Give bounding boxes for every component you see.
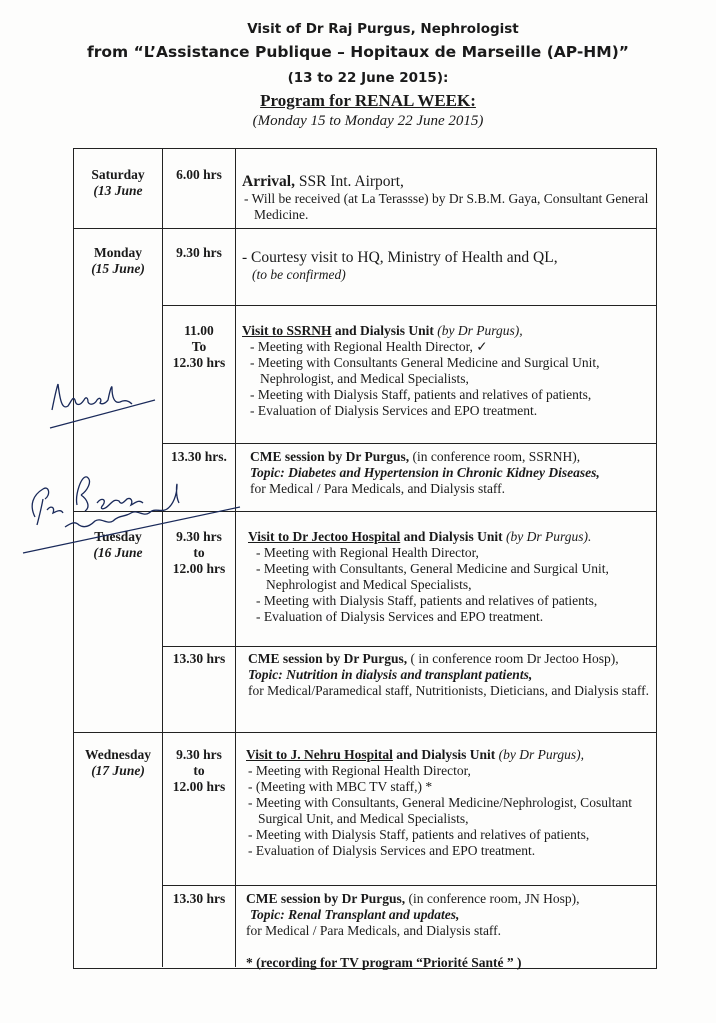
- time-cell: 6.00 hrs: [176, 167, 222, 182]
- time-to: to: [193, 763, 205, 778]
- activity-title-rest: (in conference room, SSRNH),: [409, 449, 581, 464]
- activity-title: CME session by Dr Purgus,: [250, 449, 410, 464]
- activity-audience: for Medical / Para Medicals, and Dialysis staff.: [246, 923, 502, 938]
- row-divider: [74, 732, 656, 733]
- activity-bullet: - Evaluation of Dialysis Services and EPO treatment.: [248, 843, 536, 858]
- time-cell: [163, 323, 235, 371]
- header-dates-line: (13 to 22 June 2015):: [287, 70, 449, 86]
- activity-bullet: - Evaluation of Dialysis Services and EPO treatment.: [256, 609, 544, 624]
- day-name: Tuesday: [94, 529, 142, 544]
- row-divider: [74, 228, 656, 229]
- activity-topic: Topic: Nutrition in dialysis and transplant patients,: [248, 667, 533, 682]
- activity-bullet: - Meeting with Consultants, General Medicine and Surgical Unit, Nephrologist and Medical Specialists,: [256, 561, 609, 592]
- time-end: 12.00 hrs: [172, 561, 226, 576]
- time-cell: [163, 529, 235, 577]
- header-institution-line: from “L’Assistance Publique – Hopitaux de Marseille (AP-HM)”: [87, 43, 629, 61]
- activity-topic: Topic: Renal Transplant and updates,: [250, 907, 460, 922]
- activity-bullet: - Evaluation of Dialysis Services and EPO treatment.: [250, 403, 538, 418]
- activity-title-note: (by Dr Purgus).: [506, 529, 592, 544]
- activity-cell-cme-session: [246, 891, 661, 971]
- subrow-divider: [162, 885, 656, 886]
- activity-bullet: - Meeting with Dialysis Staff, patients and relatives of patients,: [248, 827, 590, 842]
- activity-cell-cme-session: [250, 449, 665, 497]
- activity-bullet: - Meeting with Consultants, General Medicine/Nephrologist, Cosultant Surgical Unit, and Medical Specialists,: [248, 795, 632, 826]
- time-start: 9.30 hrs: [176, 747, 222, 762]
- activity-cell-jectoo-visit: [248, 529, 663, 625]
- activity-title-note: (by Dr Purgus),: [437, 323, 523, 338]
- activity-bullet: - Will be received (at La Terassse) by Dr S.B.M. Gaya, Consultant General Medicine.: [244, 191, 649, 222]
- activity-bullet: - Meeting with Regional Health Director,: [256, 545, 479, 560]
- time-cell: 13.30 hrs: [172, 891, 226, 906]
- activity-title: CME session by Dr Purgus,: [246, 891, 406, 906]
- header-visitor-line: Visit of Dr Raj Purgus, Nephrologist: [247, 21, 519, 37]
- time-end: 12.30 hrs: [172, 355, 226, 370]
- time-cell: 9.30 hrs: [176, 245, 222, 260]
- activity-cell-nehru-visit: [246, 747, 661, 859]
- activity-note: (to be confirmed): [252, 267, 346, 282]
- activity-title-rest: (in conference room, JN Hosp),: [405, 891, 580, 906]
- activity-bullet: - Meeting with Dialysis Staff, patients and relatives of patients,: [250, 387, 592, 402]
- activity-title-link: Visit to J. Nehru Hospital: [246, 747, 393, 762]
- day-cell-tuesday: [74, 529, 162, 561]
- day-cell-wednesday: [74, 747, 162, 779]
- activity-bullet: - Meeting with Dialysis Staff, patients and relatives of patients,: [256, 593, 598, 608]
- page-title: Program for RENAL WEEK:: [260, 91, 476, 110]
- time-end: 12.00 hrs: [172, 779, 226, 794]
- time-cell: 13.30 hrs.: [171, 449, 227, 464]
- activity-bullet: - Meeting with Consultants General Medicine and Surgical Unit, Nephrologist, and Medical Specialists,: [250, 355, 600, 386]
- activity-cell-arrival: [242, 173, 657, 223]
- day-date: (16 June: [93, 545, 143, 560]
- time-start: 11.00: [184, 323, 214, 338]
- day-name: Saturday: [91, 167, 145, 182]
- activity-audience: for Medical/Paramedical staff, Nutritionists, Dieticians, and Dialysis staff.: [248, 683, 650, 698]
- page-subtitle: (Monday 15 to Monday 22 June 2015): [252, 113, 484, 129]
- activity-title-note: (by Dr Purgus),: [498, 747, 585, 762]
- activity-cell-ssrnh-visit: [242, 323, 657, 419]
- activity-title: and Dialysis Unit: [392, 747, 499, 762]
- activity-title-link: Visit to SSRNH: [242, 323, 332, 338]
- activity-title: Arrival,: [242, 173, 295, 190]
- time-cell: 13.30 hrs: [172, 651, 226, 666]
- day-cell-saturday: [74, 167, 162, 199]
- activity-line: - Courtesy visit to HQ, Ministry of Health and QL,: [242, 249, 558, 266]
- subrow-divider: [162, 305, 656, 306]
- subrow-divider: [162, 443, 656, 444]
- activity-title-link: Visit to Dr Jectoo Hospital: [248, 529, 401, 544]
- activity-title: and Dialysis Unit: [400, 529, 507, 544]
- column-divider-time: [235, 149, 236, 967]
- day-cell-monday: [74, 245, 162, 277]
- day-name: Wednesday: [84, 747, 152, 762]
- day-date: (13 June: [93, 183, 143, 198]
- activity-bullet: - (Meeting with MBC TV staff,) *: [248, 779, 433, 794]
- activity-title: and Dialysis Unit: [331, 323, 438, 338]
- activity-title-rest: SSR Int. Airport,: [294, 173, 404, 190]
- activity-topic: Topic: Diabetes and Hypertension in Chronic Kidney Diseases,: [250, 465, 600, 480]
- activity-title: CME session by Dr Purgus,: [248, 651, 408, 666]
- activity-audience: for Medical / Para Medicals, and Dialysis staff.: [250, 481, 506, 496]
- time-start: 9.30 hrs: [176, 529, 222, 544]
- activity-bullet: - Meeting with Regional Health Director,: [248, 763, 471, 778]
- footnote: * (recording for TV program “Priorité Santé ” ): [246, 955, 522, 970]
- day-date: (17 June): [91, 763, 145, 778]
- time-to: to: [193, 545, 205, 560]
- day-name: Monday: [93, 245, 142, 260]
- time-to: To: [191, 339, 207, 354]
- time-cell: [163, 747, 235, 795]
- activity-cell-cme-session: [248, 651, 663, 699]
- activity-bullet: - Meeting with Regional Health Director, ✓: [250, 339, 488, 354]
- row-divider: [74, 511, 656, 512]
- subrow-divider: [162, 646, 656, 647]
- activity-cell-courtesy-visit: [242, 249, 657, 283]
- activity-title-rest: ( in conference room Dr Jectoo Hosp),: [407, 651, 619, 666]
- schedule-table: [73, 148, 657, 969]
- day-date: (15 June): [91, 261, 145, 276]
